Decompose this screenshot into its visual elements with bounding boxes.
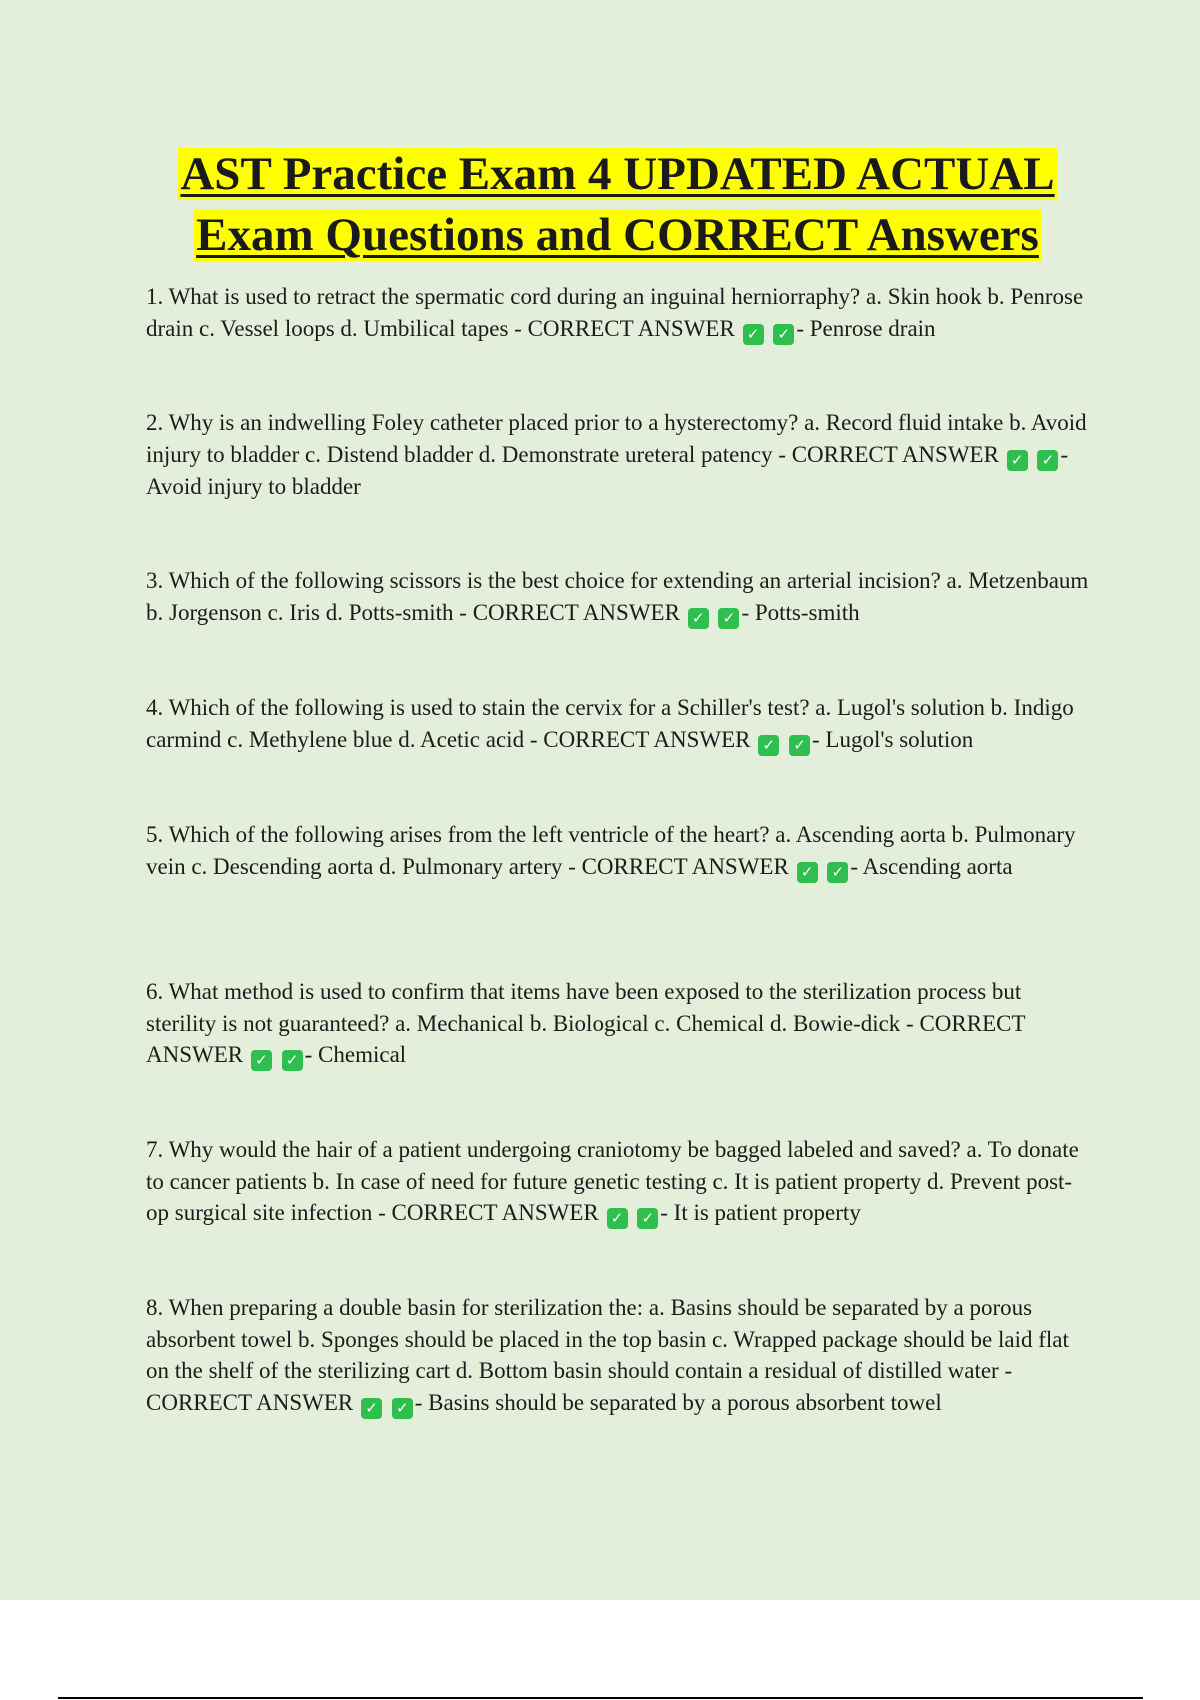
question-item-8: 8. When preparing a double basin for sterilization the: a. Basins should be separated by a porous absorbent towel b. Sponges should be placed in the top basin c. Wrapped package should be laid flat on the shelf of the sterilizing cart d. Bottom basin should contain a residual of distilled water - CORRECT ANSWER ✓ ✓ - Basins should be separated by a porous absorbent towel	[146, 1295, 1069, 1417]
answer-marker: CORRECT ANSWER	[472, 599, 680, 625]
question-text: 8. When preparing a double basin for sterilization the: a. Basins should be separated by a porous absorbent towel b. Sponges should be placed in the top basin c. Wrapped package should be laid flat on the shelf of the sterilizing cart d. Bottom basin should contain a residual of distilled water -	[146, 1295, 1069, 1383]
check-icon: ✓	[637, 1208, 658, 1229]
page-title	[150, 144, 1085, 266]
answer-marker: CORRECT ANSWER	[791, 441, 999, 467]
answer-text: It is patient property	[673, 1200, 861, 1225]
answer-marker: CORRECT ANSWER	[581, 853, 789, 879]
check-icon: ✓	[607, 1208, 628, 1229]
question-text: 5. Which of the following arises from the left ventricle of the heart? a. Ascending aorta b. Pulmonary vein c. Descending aorta d. Pulmonary artery -	[146, 822, 1076, 879]
answer-text: Ascending aorta	[862, 853, 1013, 879]
check-icon: ✓	[758, 735, 779, 756]
check-icon: ✓	[789, 735, 810, 756]
answer-marker: CORRECT ANSWER	[543, 726, 751, 752]
answer-text: Penrose drain	[809, 315, 936, 341]
answer-marker: CORRECT ANSWER	[527, 315, 735, 341]
answer-marker: CORRECT ANSWER	[146, 1010, 1026, 1067]
check-icon: ✓	[282, 1050, 303, 1071]
check-icon: ✓	[743, 324, 764, 345]
question-text: 2. Why is an indwelling Foley catheter placed prior to a hysterectomy? a. Record fluid intake b. Avoid injury to bladder c. Distend bladder d. Demonstrate ureteral patency -	[146, 410, 1087, 467]
answer-text: Lugol's solution	[825, 726, 974, 752]
question-item-1: 1. What is used to retract the spermatic cord during an inguinal herniorraphy? a. Skin hook b. Penrose drain c. Vessel loops d. Umbilical tapes - CORRECT ANSWER ✓ ✓ - Penrose drain	[146, 284, 1084, 343]
question-item-2: 2. Why is an indwelling Foley catheter placed prior to a hysterectomy? a. Record fluid intake b. Avoid injury to bladder c. Distend bladder d. Demonstrate ureteral patency - CORRECT ANSWER ✓ ✓ - Avoid injury to bladder	[146, 410, 1087, 499]
question-text: 7. Why would the hair of a patient undergoing craniotomy be bagged labeled and saved? a. To donate to cancer patients b. In case of need for future genetic testing c. It is patient property d. Prevent post-op surgical site infection -	[146, 1137, 1079, 1225]
title-line-1: AST Practice Exam 4 UPDATED ACTUAL	[180, 148, 1055, 200]
answer-marker: CORRECT ANSWER	[146, 1389, 354, 1415]
answer-text: Avoid injury to bladder	[146, 473, 361, 499]
question-item-5: 5. Which of the following arises from the left ventricle of the heart? a. Ascending aorta b. Pulmonary vein c. Descending aorta d. Pulmonary artery - CORRECT ANSWER ✓ ✓ - Ascending aorta	[146, 822, 1076, 881]
answer-text: Basins should be separated by a porous absorbent towel	[428, 1389, 942, 1415]
check-icon: ✓	[797, 862, 818, 883]
question-item-6: 6. What method is used to confirm that items have been exposed to the sterilization process but sterility is not guaranteed? a. Mechanical b. Biological c. Chemical d. Bowie-dick - CORRECT ANSWER ✓ ✓ - Chemical	[146, 979, 1026, 1069]
check-icon: ✓	[392, 1398, 413, 1419]
question-text: 1. What is used to retract the spermatic cord during an inguinal herniorraphy? a. Skin hook b. Penrose drain c. Vessel loops d. Umbilical tapes -	[146, 284, 1084, 341]
question-text: 6. What method is used to confirm that items have been exposed to the sterilization process but sterility is not guaranteed? a. Mechanical b. Biological c. Chemical d. Bowie-dick -	[146, 979, 1022, 1036]
check-icon: ✓	[718, 608, 739, 629]
question-item-4: 4. Which of the following is used to stain the cervix for a Schiller's test? a. Lugol's solution b. Indigo carmind c. Methylene blue d. Acetic acid - CORRECT ANSWER ✓ ✓ - Lugol's solution	[146, 695, 1074, 754]
answer-marker: CORRECT ANSWER	[391, 1200, 599, 1225]
title-line-2: Exam Questions and CORRECT Answers	[196, 209, 1039, 261]
check-icon: ✓	[773, 324, 794, 345]
check-icon: ✓	[251, 1050, 272, 1071]
question-text: 3. Which of the following scissors is the best choice for extending an arterial incision? a. Metzenbaum b. Jorgenson c. Iris d. Potts-smith -	[146, 568, 1089, 625]
check-icon: ✓	[361, 1398, 382, 1419]
answer-text: Chemical	[318, 1042, 407, 1067]
check-icon: ✓	[1007, 450, 1028, 471]
question-text: 4. Which of the following is used to stain the cervix for a Schiller's test? a. Lugol's solution b. Indigo carmind c. Methylene blue d. Acetic acid -	[146, 695, 1074, 752]
question-item-7: 7. Why would the hair of a patient undergoing craniotomy be bagged labeled and saved? a. To donate to cancer patients b. In case of need for future genetic testing c. It is patient property d. Prevent post-op surgical site infection - CORRECT ANSWER ✓ ✓ - It is patient property	[146, 1137, 1079, 1227]
check-icon: ✓	[1037, 450, 1058, 471]
question-item-3: 3. Which of the following scissors is the best choice for extending an arterial incision? a. Metzenbaum b. Jorgenson c. Iris d. Potts-smith - CORRECT ANSWER ✓ ✓ - Potts-smith	[146, 568, 1089, 627]
answer-text: Potts-smith	[754, 599, 860, 625]
check-icon: ✓	[827, 862, 848, 883]
footer-divider	[58, 1697, 1143, 1699]
check-icon: ✓	[688, 608, 709, 629]
